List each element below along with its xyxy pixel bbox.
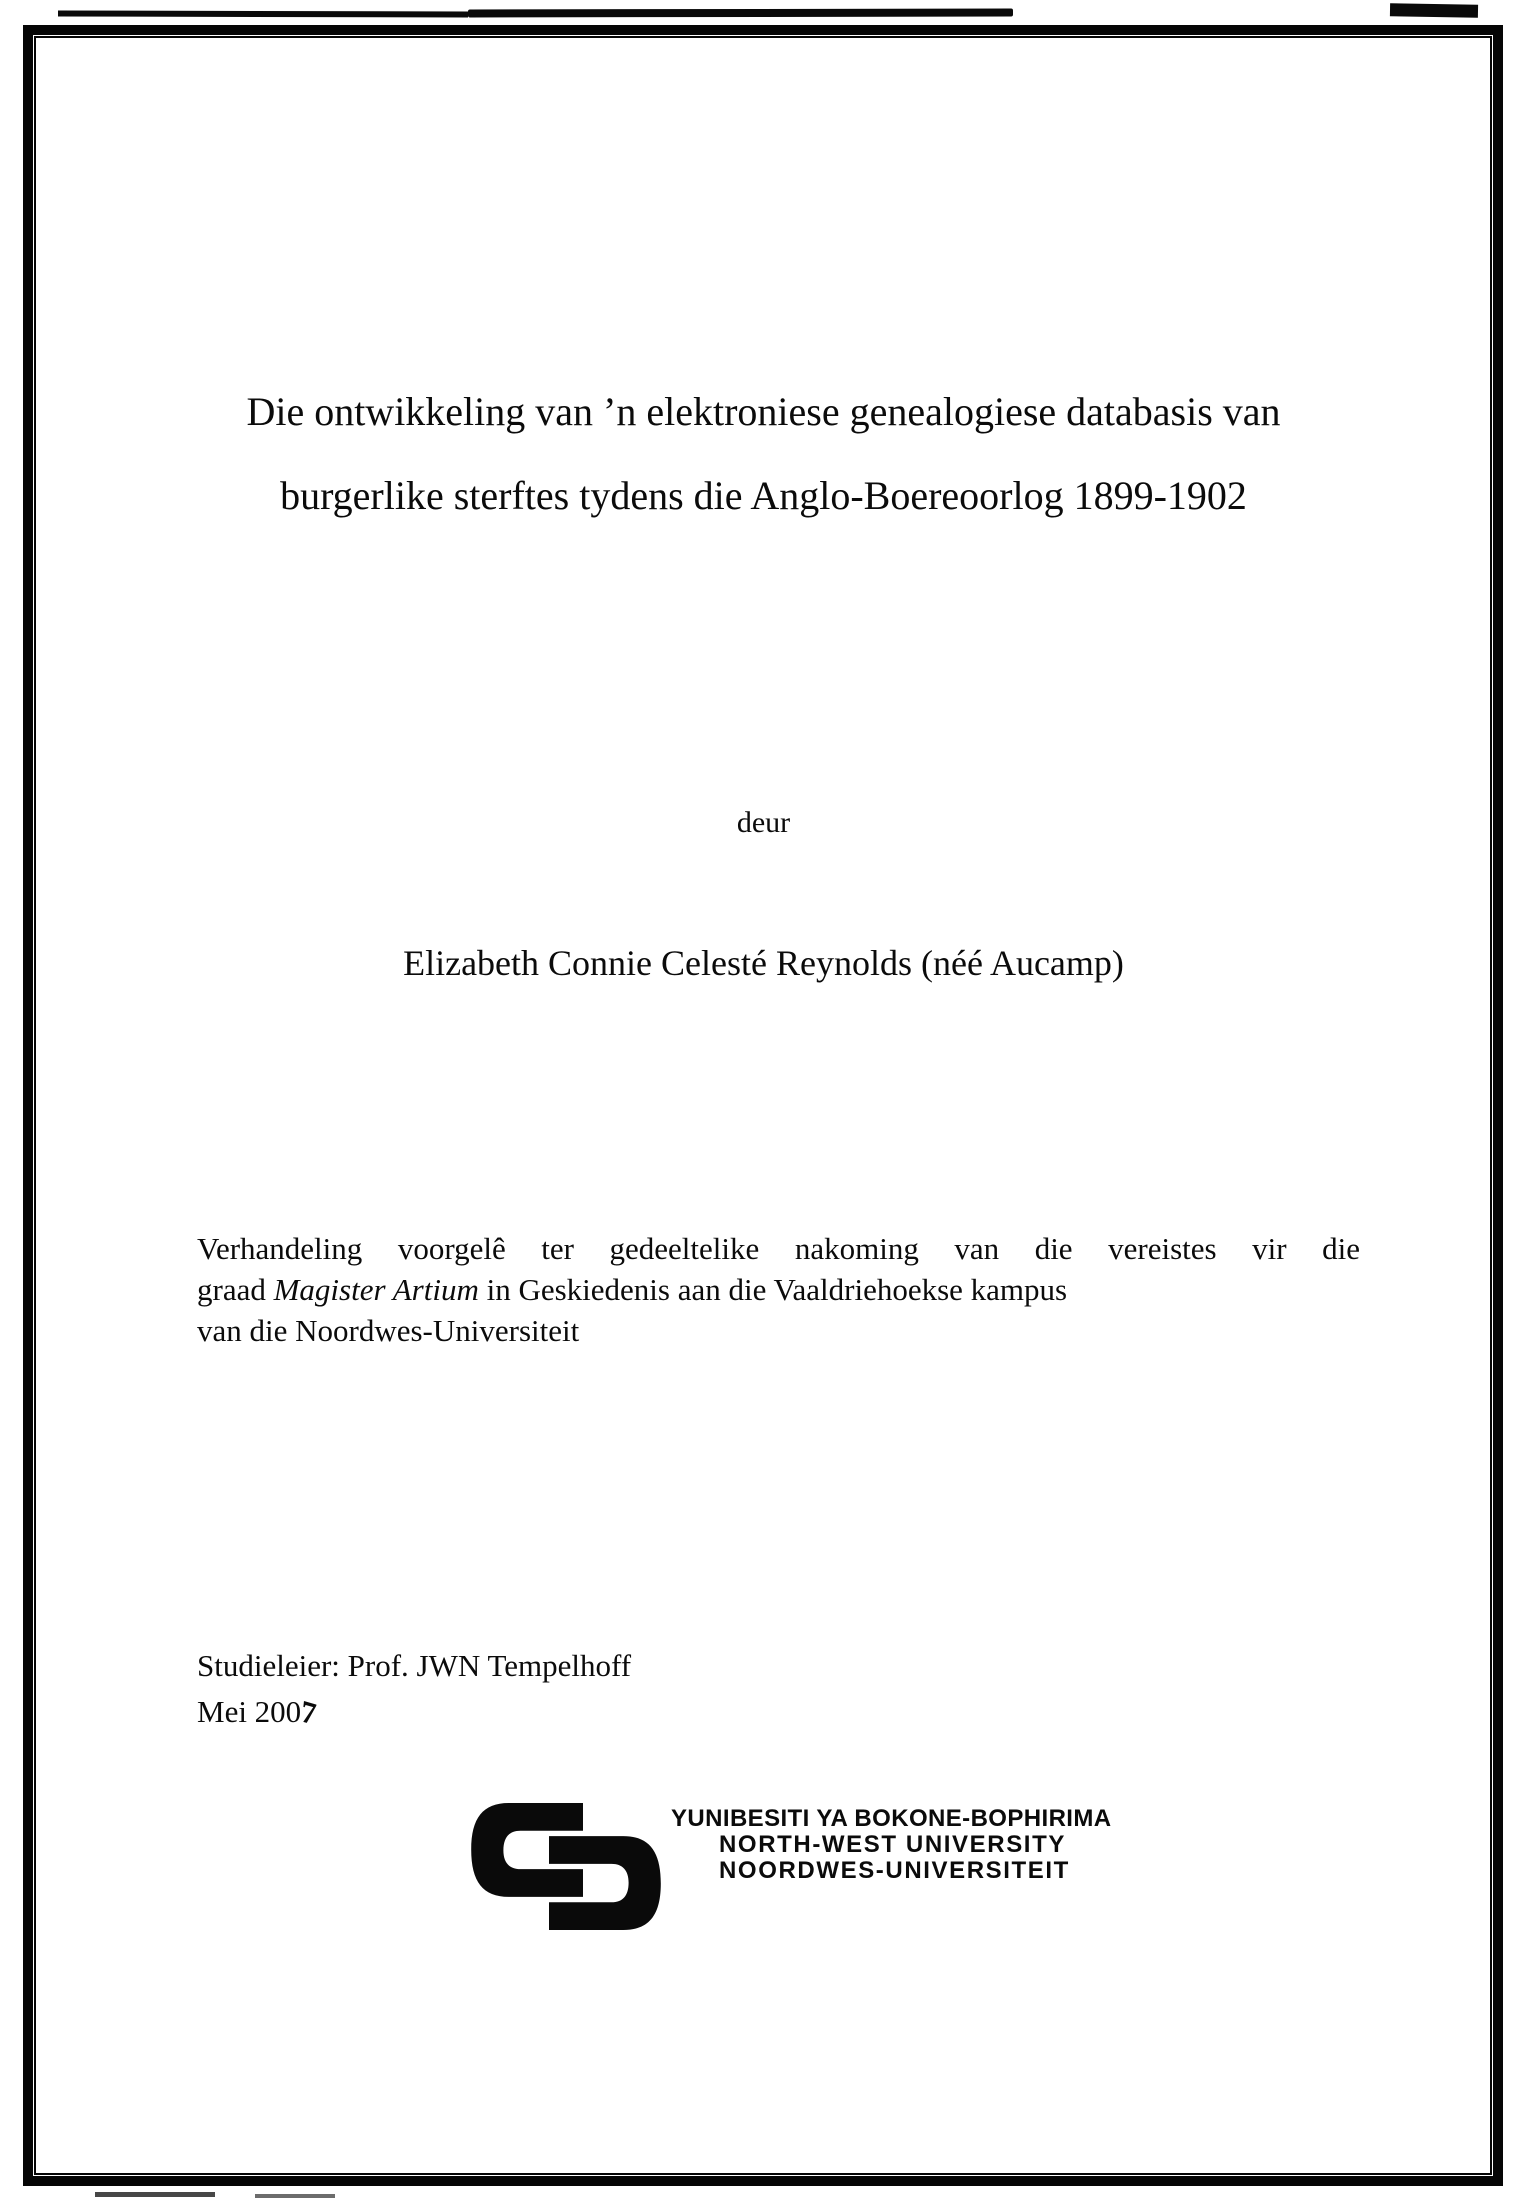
scan-artifact	[468, 9, 1013, 18]
byline-label: deur	[736, 806, 791, 839]
date-line	[197, 1692, 319, 1733]
scan-artifact	[95, 2192, 215, 2197]
thesis-statement-line1: Verhandeling voorgelê ter gedeeltelike nakoming van die vereistes vir die	[197, 1231, 1360, 1266]
thesis-title	[60, 386, 1467, 522]
scan-artifact	[58, 10, 468, 17]
date-line-last-digit: 7	[299, 1692, 319, 1733]
logo-caption-setswana: YUNIBESITI YA BOKONE-BOPHIRIMA	[671, 1805, 1112, 1832]
thesis-statement-line2	[197, 1269, 1360, 1310]
university-logo-caption	[671, 1806, 1112, 1884]
thesis-statement	[197, 1228, 1360, 1351]
nwu-interlocked-links-logo-icon	[471, 1803, 661, 1930]
date-line-prefix: Mei 200	[197, 1694, 302, 1729]
logo-caption-afrikaans: NOORDWES-UNIVERSITEIT	[719, 1857, 1070, 1884]
university-logo	[471, 1803, 1112, 1930]
thesis-statement-line2-prefix: graad	[197, 1272, 274, 1307]
author-name: Elizabeth Connie Celesté Reynolds (néé Aucamp)	[403, 943, 1124, 983]
logo-caption-english: NORTH-WEST UNIVERSITY	[719, 1831, 1066, 1858]
scan-artifact	[255, 2194, 335, 2198]
thesis-title-line1: Die ontwikkeling van ’n elektroniese genealogiese databasis van	[246, 389, 1281, 434]
thesis-title-line2: burgerlike sterftes tydens die Anglo-Boereoorlog 1899-1902	[280, 473, 1247, 518]
supervisor-line: Studieleier: Prof. JWN Tempelhoff	[197, 1648, 632, 1683]
thesis-statement-line3: van die Noordwes-Universiteit	[197, 1313, 580, 1348]
scan-artifact	[1390, 3, 1478, 18]
thesis-statement-line2-suffix: in Geskiedenis aan die Vaaldriehoekse kampus	[478, 1272, 1068, 1307]
degree-name-italic: Magister Artium	[273, 1272, 479, 1307]
